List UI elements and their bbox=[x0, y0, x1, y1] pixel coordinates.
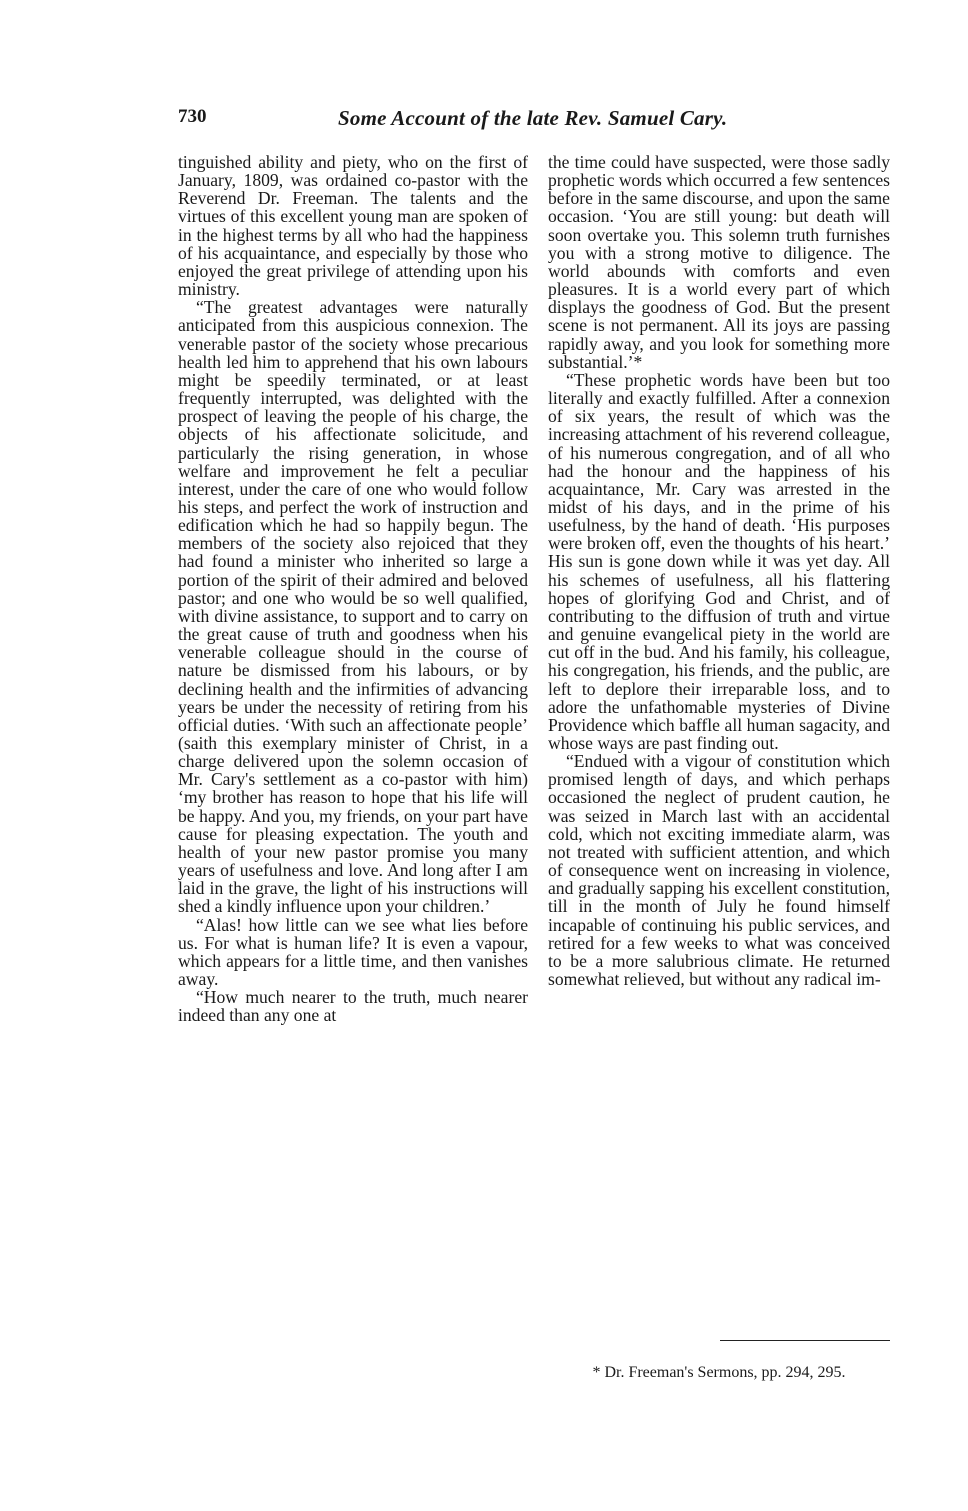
footnote: * Dr. Freeman's Sermons, pp. 294, 295. bbox=[592, 1364, 846, 1381]
page-number: 730 bbox=[178, 106, 207, 127]
footnote-divider bbox=[720, 1340, 890, 1341]
right-column bbox=[548, 153, 890, 988]
paragraph: tinguished ability and piety, who on the first of January, 1809, was ordained co-pastor with the Reverend Dr. Freeman. The talents and the virtues of this excellent young man are spoken of in the highest terms by all who had the happiness of his acquaintance, and especially by those who enjoyed the great privilege of attending upon his ministry. bbox=[178, 152, 528, 300]
paragraph: the time could have suspected, were those sadly prophetic words which occurred a few sentences before in the same discourse, and upon the same occasion. ‘You are still young: but death will soon overtake you. This solemn truth furnishes you with a strong motive to diligence. The world abounds with comforts and even pleasures. It is a world every part of which displays the goodness of God. But the present scene is not permanent. All its joys are passing rapidly away, and you look for something more substantial.’* bbox=[548, 152, 890, 372]
paragraph: “These prophetic words have been but too literally and exactly fulfilled. After a connexion of six years, the result of which was the increasing attachment of his reverend colleague, of his numerous congregation, and of all who had the honour and the happiness of his acquaintance, Mr. Cary was arrested in the midst of his days, and in the prime of his usefulness, by the hand of death. ‘His purposes were broken off, even the thoughts of his heart.’ His sun is gone down while it was yet day. All his schemes of usefulness, all his flattering hopes of glorifying God and Christ, and of contributing to the diffusion of truth and virtue and genuine evangelical piety in the world are cut off in the bud. And his family, his colleague, his congregation, his friends, and the public, are left to deplore their irreparable loss, and to adore the unfathomable mysteries of Divine Providence which baffle all human sagacity, and whose ways are past finding out. bbox=[548, 369, 890, 753]
paragraph: “Endued with a vigour of constitution which promised length of days, and which perhaps occasioned the neglect of prudent caution, he was seized in March last with an accidental cold, which not exciting immediate alarm, was not treated with sufficient attention, and which of consequence went on increasing in violence, and gradually sapping his excellent constitution, till in the month of July he found himself incapable of continuing his public services, and retired for a few weeks to what was conceived to be a more salubrious climate. He returned somewhat relieved, but without any radical im- bbox=[548, 751, 890, 990]
running-title: Some Account of the late Rev. Samuel Cary. bbox=[338, 106, 728, 130]
page-header bbox=[178, 106, 890, 136]
paragraph: “How much nearer to the truth, much nearer indeed than any one at bbox=[178, 987, 528, 1026]
paragraph: “The greatest advantages were naturally anticipated from this auspicious connexion. The venerable pastor of the society whose precarious health led him to apprehend that his own labours might be speedily terminated, or at least frequently interrupted, was delighted with the prospect of leaving the people of his charge, the objects of his affectionate solicitude, and particularly the rising generation, in whose welfare and improvement he felt a peculiar interest, under the care of one who would follow his steps, and perfect the work of instruction and edification which he had so happily begun. The members of the society also rejoiced that they had found a minister who inherited so large a portion of the spirit of their admired and beloved pastor; and one who would be so well qualified, with divine assistance, to support and to carry on the great cause of truth and goodness when his venerable colleague should in the course of nature be dismissed from his labours, or by declining health and the infirmities of advancing years be under the necessity of retiring from his official duties. ‘With such an affectionate people’ (saith this exemplary minister of Christ, in a charge delivered upon the solemn occasion of Mr. Cary's settlement as a co-pastor with him) ‘my brother has reason to hope that his life will be happy. And you, my friends, on your part have cause for pleasing expectation. The youth and health of your new pastor promise you many years of usefulness and love. And long after I am laid in the grave, the light of his instructions will shed a kindly influence upon your children.’ bbox=[178, 297, 528, 917]
paragraph: “Alas! how little can we see what lies before us. For what is human life? It is even a vapour, which appears for a little time, and then vanishes away. bbox=[178, 914, 528, 990]
left-column bbox=[178, 153, 528, 1025]
